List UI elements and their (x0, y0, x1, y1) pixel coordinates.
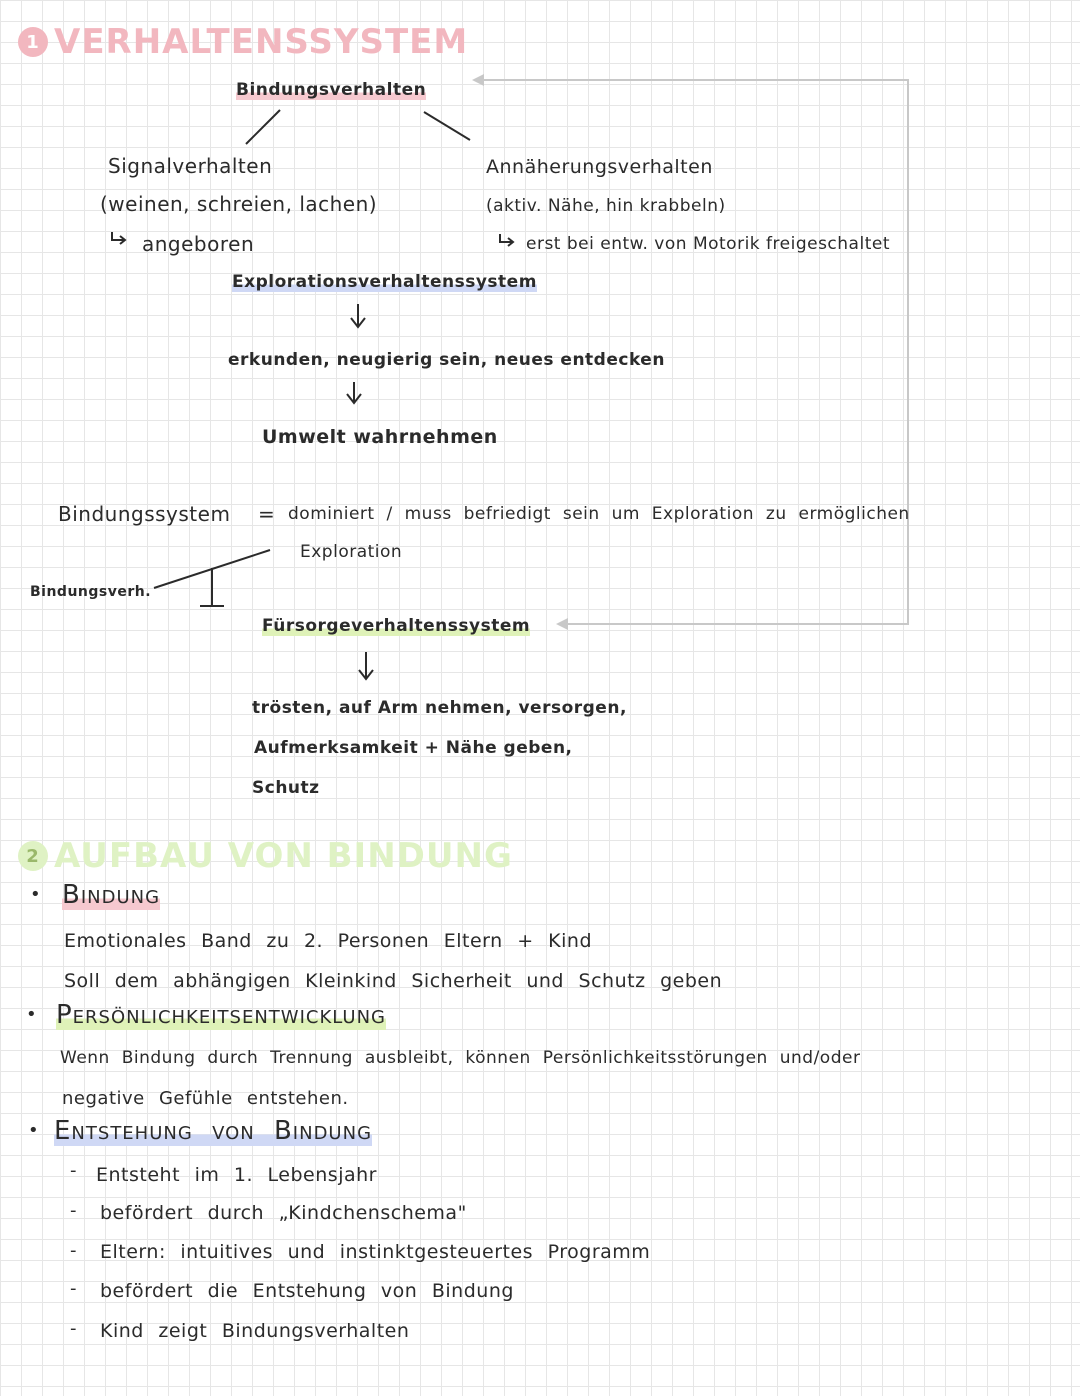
bindung-heading: Bindung (62, 880, 161, 910)
section1-number: 1 (18, 27, 48, 57)
exploration-step2: Umwelt wahrnehmen (262, 426, 498, 448)
personality-line2: negative Gefühle entstehen. (62, 1088, 349, 1109)
seesaw-top-label: Exploration (300, 542, 403, 562)
care-line1: trösten, auf Arm nehmen, versorgen, (252, 698, 627, 718)
care-line3: Schutz (252, 778, 320, 798)
personality-heading: Persönlichkeitsentwicklung (56, 1000, 386, 1030)
branch-left-line (246, 110, 280, 144)
bullet-dot: • (28, 1120, 39, 1141)
bindung-line1: Emotionales Band zu 2. Personen Eltern + Kind (64, 930, 593, 952)
care-line2: Aufmerksamkeit + Nähe geben, (254, 738, 573, 758)
section2-number: 2 (18, 841, 48, 871)
root-label: Bindungsverhalten (236, 80, 427, 100)
exploration-title: Explorationsverhaltenssystem (232, 272, 537, 292)
personality-line1: Wenn Bindung durch Trennung ausbleibt, können Persönlichkeitsstörungen und/oder (60, 1048, 861, 1068)
loop-arrow-top-icon (472, 74, 484, 86)
origin-item: befördert durch „Kindchenschema" (100, 1202, 467, 1224)
branch-right-line (424, 112, 470, 140)
bullet-dot: • (26, 1004, 37, 1025)
approach-title: Annäherungsverhalten (486, 156, 713, 178)
section1-heading (18, 22, 468, 62)
exploration-step1: erkunden, neugierig sein, neues entdecken (228, 350, 665, 370)
origin-heading: Entstehung von Bindung (54, 1116, 373, 1146)
bindungssystem-eq: = (258, 502, 276, 526)
bindungssystem-label: Bindungssystem (58, 502, 231, 526)
approach-examples: (aktiv. Nähe, hin krabbeln) (486, 196, 726, 216)
signal-note: angeboren (142, 232, 255, 256)
bindungssystem-text: dominiert / muss befriedigt sein um Exploration zu ermöglichen (288, 504, 910, 524)
origin-item: befördert die Entstehung von Bindung (100, 1280, 514, 1302)
origin-item: Eltern: intuitives und instinktgesteuertes Programm (100, 1241, 651, 1263)
bullet-dot: • (30, 884, 41, 905)
origin-item: Entsteht im 1. Lebensjahr (96, 1164, 377, 1186)
loop-arrow-bottom-icon (556, 618, 568, 630)
signal-examples: (weinen, schreien, lachen) (100, 192, 378, 216)
section1-title: VERHALTENSSYSTEM (54, 22, 469, 62)
approach-note: erst bei entw. von Motorik freigeschaltet (526, 234, 890, 254)
care-title: Fürsorgeverhaltenssystem (262, 616, 531, 636)
section2-heading (18, 836, 513, 876)
signal-title: Signalverhalten (108, 154, 273, 178)
section2-title: AUFBAU VON BINDUNG (54, 836, 513, 876)
seesaw-left-label: Bindungsverh. (30, 584, 152, 600)
bindung-line2: Soll dem abhängigen Kleinkind Sicherheit und Schutz geben (64, 970, 723, 992)
origin-item: Kind zeigt Bindungsverhalten (100, 1320, 410, 1342)
